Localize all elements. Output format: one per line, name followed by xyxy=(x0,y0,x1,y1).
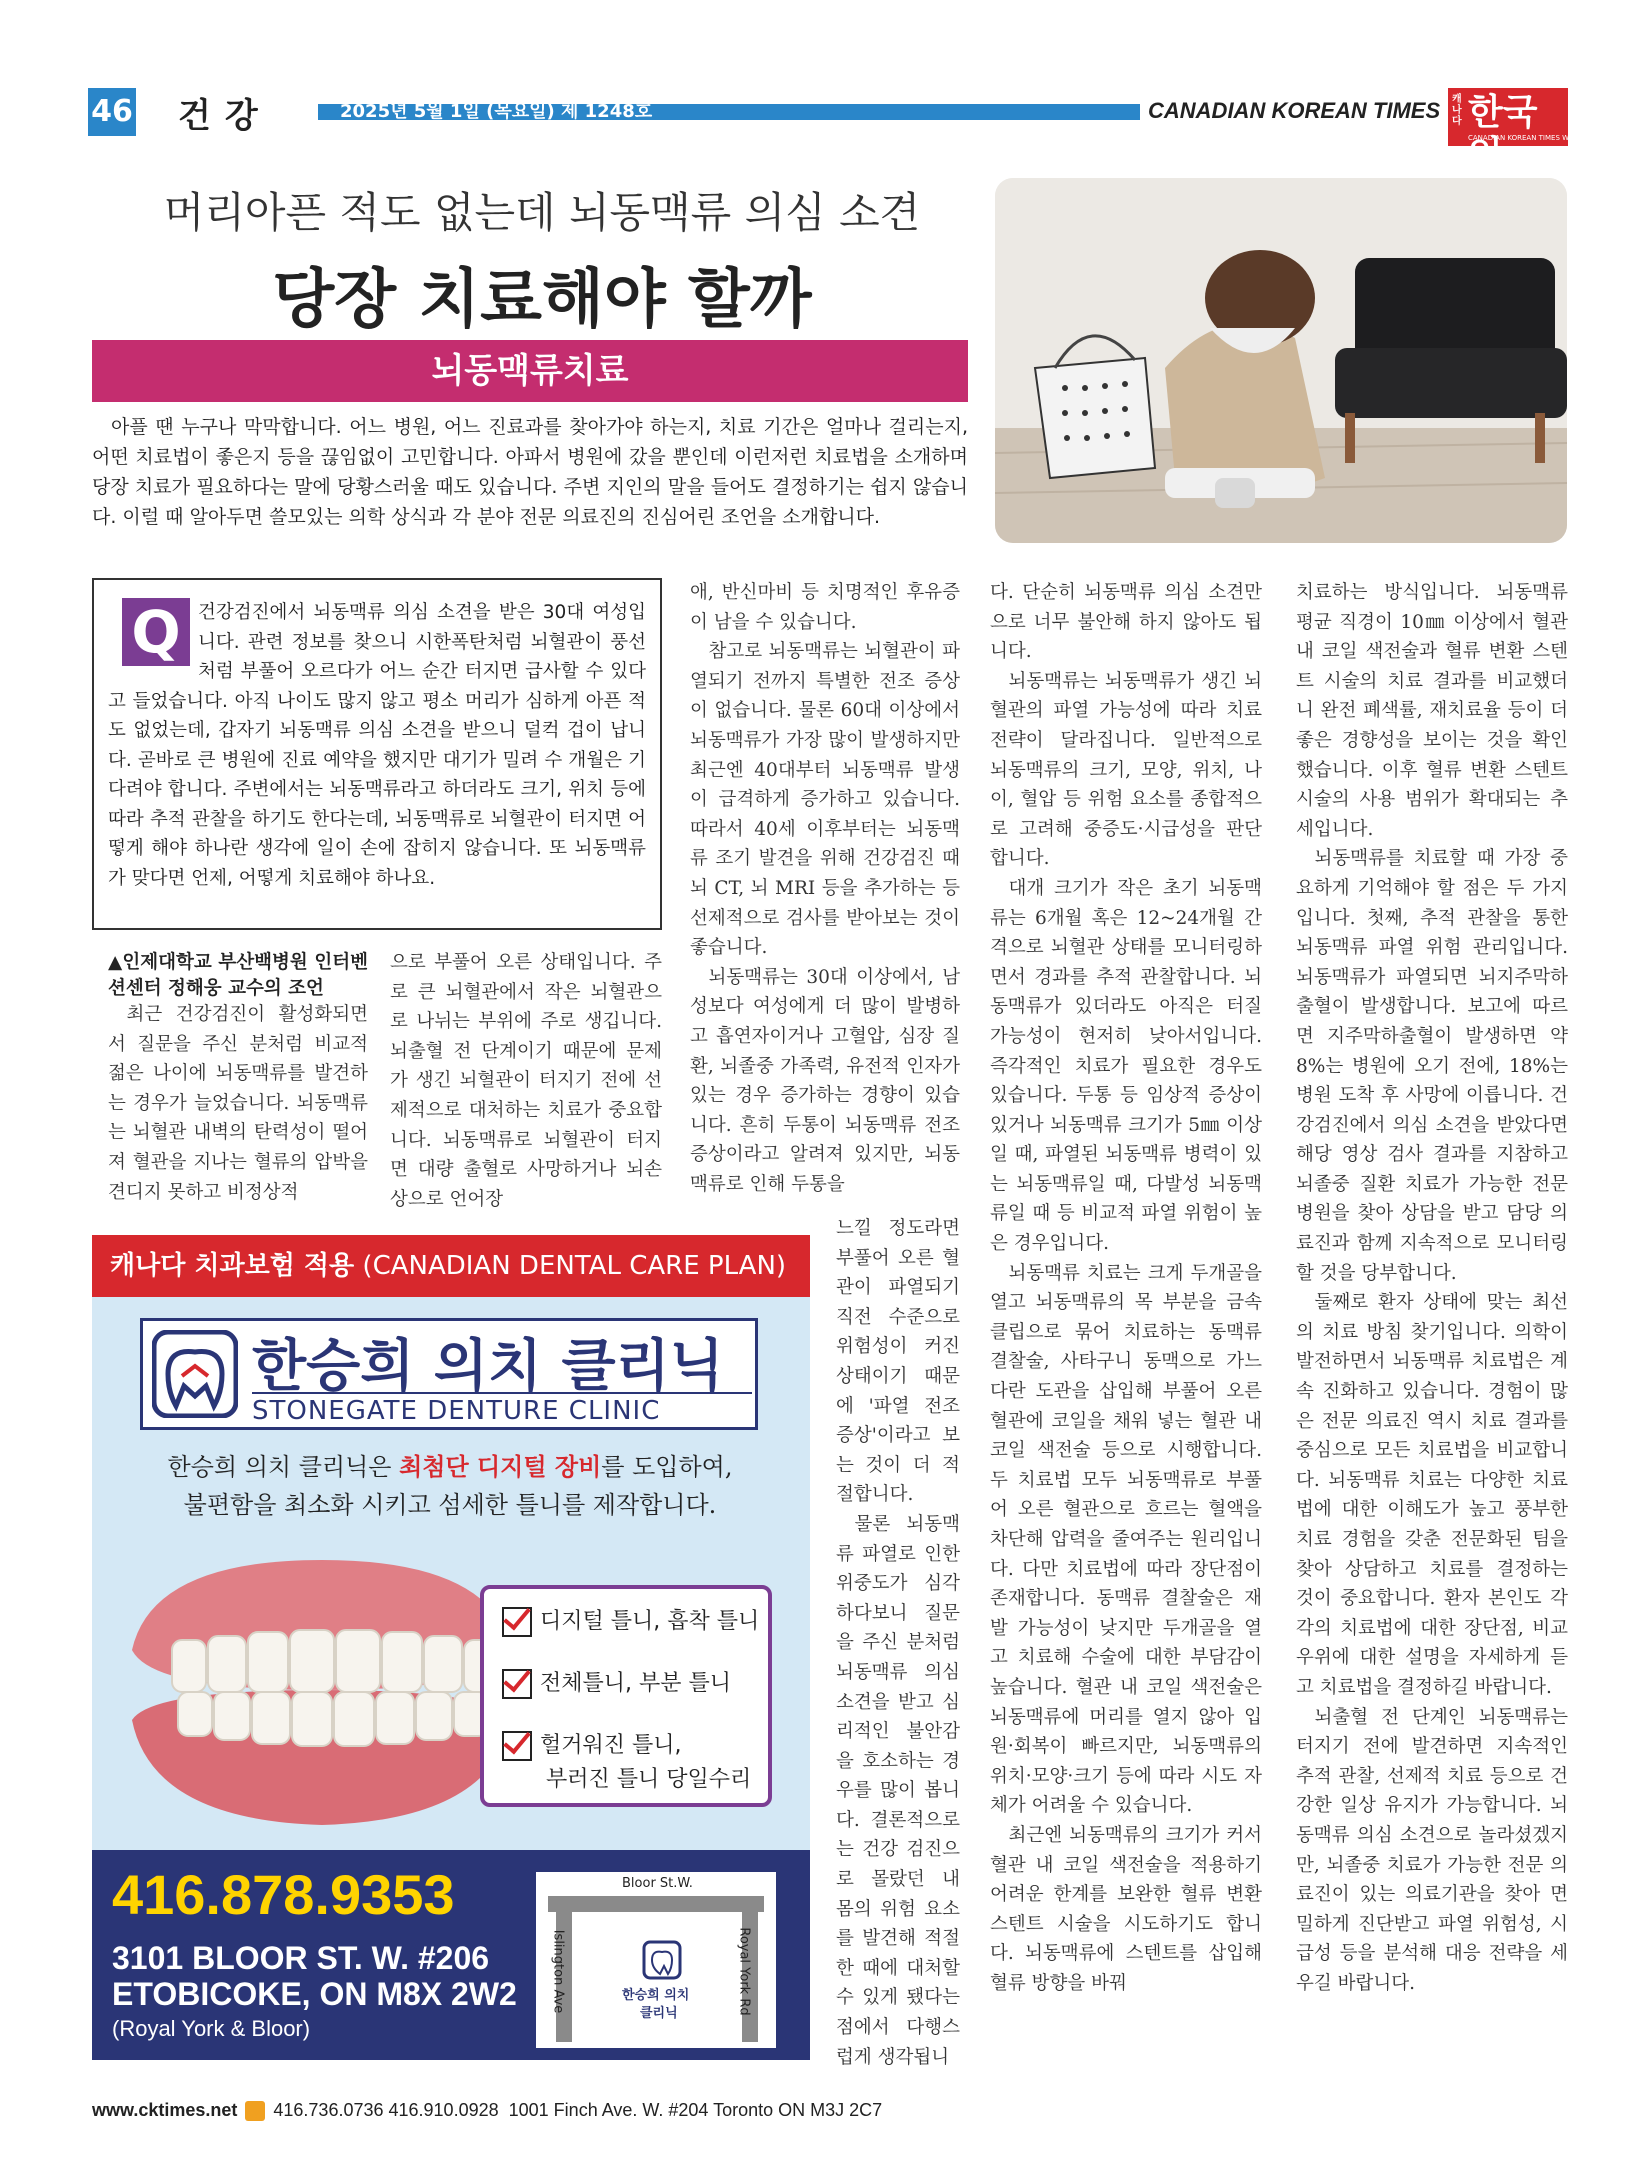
ad-description xyxy=(100,1448,800,1524)
service-label: 부러진 틀니 당일수리 xyxy=(546,1767,752,1792)
clinic-address-line-2: ETOBICOKE, ON M8X 2W2 xyxy=(112,1976,517,2012)
paragraph: 참고로 뇌동맥류는 뇌혈관이 파열되기 전까지 특별한 전조 증상이 없습니다. 물론 60대 이상에서 뇌동맥류가 가장 많이 발생하지만 최근엔 40대부터 뇌동맥류 발생이 급격하게 증가하고 있습니다. 따라서 40세 이후부터는 뇌동맥류 조기 발견을 위해 건강검진 때 뇌 CT, 뇌 MRI 등을 추가하는 등 선제적으로 검사를 받아보는 것이 좋습니다. xyxy=(690,641,960,959)
page-number: 46 xyxy=(88,88,136,136)
paragraph: 뇌동맥류는 30대 이상에서, 남성보다 여성에게 더 많이 발병하고 흡연자이거나 고혈압, 심장 질환, 뇌졸중 가족력, 유전적 인자가 있는 경우 증가하는 경향이 있습니다. 흔히 두통이 뇌동맥류 전조 증상이라고 알려져 있지만, 뇌동맥류로 인해 두통을 xyxy=(690,966,960,1195)
clinic-name-english: STONEGATE DENTURE CLINIC xyxy=(252,1392,752,1426)
paragraph: 물론 뇌동맥류 파열로 인한 위중도가 심각하다보니 질문을 주신 분처럼 뇌동맥류 의심 소견을 받고 심리적인 불안감을 호소하는 경우를 많이 봅니다. 결론적으로는 건강 검진으로 몰랐던 내 몸의 위험 요소를 발견해 적절한 때에 대처할 수 있게 됐다는 점에서 다행스럽게 생각됩니 xyxy=(836,1513,960,2068)
article-column-5 xyxy=(1296,578,1568,1999)
paragraph: 대개 크기가 작은 초기 뇌동맥류는 6개월 혹은 12~24개월 간격으로 뇌혈관 상태를 모니터링하면서 경과를 추적 관찰합니다. 뇌동맥류가 있더라도 아직은 터질 가능성이 현저히 낮아서입니다. 즉각적인 치료가 필요한 경우도 있습니다. 두통 등 임상적 증상이 있거나 뇌동맥류 크기가 5㎜ 이상일 때, 파열된 뇌동맥류 병력이 있는 뇌동맥류일 때, 다발성 뇌동맥류일 때 등 비교적 파열 위험이 높은 경우입니다. xyxy=(990,877,1262,1255)
checkbox-icon xyxy=(502,1731,532,1761)
footer-address: 1001 Finch Ave. W. #204 Toronto ON M3J 2C7 xyxy=(508,2100,883,2120)
service-item xyxy=(502,1728,682,1761)
article-photo xyxy=(995,178,1567,543)
paragraph: 최근 건강검진이 활성화되면서 질문을 주신 분처럼 비교적 젊은 나이에 뇌동맥류를 발견하는 경우가 늘었습니다. 뇌동맥류는 뇌혈관 내벽의 탄력성이 떨어져 혈관을 지나는 혈류의 압박을 견디지 못하고 비정상적 xyxy=(108,1004,368,1203)
article-column-1 xyxy=(108,948,368,1207)
ad-desc-highlight: 최첨단 디지털 장비 xyxy=(399,1452,602,1481)
lede-paragraph: 아플 땐 누구나 막막합니다. 어느 병원, 어느 진료과를 찾아가야 하는지, 치료 기간은 얼마나 걸리는지, 어떤 치료법이 좋은지 등을 끊임없이 고민합니다. 아파서 병원에 갔을 뿐인데 이런저런 치료법을 소개하며 당장 치료가 필요하다는 말에 당황스러울 때도 있습니다. 주변 지인의 말을 들어도 결정하기는 쉽지 않습니다. 이럴 때 알아두면 쓸모있는 의학 상식과 각 분야 전문 의료진의 진심어린 조언을 소개합니다. xyxy=(92,416,968,528)
map-street-islington: Islington Ave xyxy=(550,1929,566,2014)
photo-illustration xyxy=(995,178,1567,543)
answer-caption: ▲인제대학교 부산백병원 인터벤션센터 정해웅 교수의 조언 xyxy=(108,952,368,999)
service-item xyxy=(546,1762,751,1793)
checkbox-icon xyxy=(502,1607,532,1637)
service-label: 전체틀니, 부분 틀니 xyxy=(540,1671,731,1696)
headline-sub: 머리아픈 적도 없는데 뇌동맥류 의심 소견 xyxy=(163,188,921,237)
article-column-2 xyxy=(390,948,662,1214)
paragraph: 다. 단순히 뇌동맥류 의심 소견만으로 너무 불안해 하지 않아도 됩니다. xyxy=(990,582,1262,663)
footer-phones: 416.736.0736 416.910.0928 xyxy=(273,2100,499,2120)
paragraph: 으로 부풀어 오른 상태입니다. 주로 큰 뇌혈관에서 작은 뇌혈관으로 나뉘는 부위에 주로 생깁니다. 뇌출혈 전 단계이기 때문에 문제가 생긴 뇌혈관이 터지기 전에 선제적으로 대처하는 치료가 중요합니다. 뇌동맥류로 뇌혈관이 터지면 대량 출혈로 사망하거나 뇌손상으로 언어장 xyxy=(390,952,662,1210)
ad-banner-bold: 캐나다 치과보험 적용 xyxy=(110,1251,355,1281)
q-badge: Q xyxy=(122,598,190,666)
article-column-3 xyxy=(690,578,960,1199)
tooth-house-icon xyxy=(152,1330,238,1418)
paper-logo xyxy=(1448,88,1590,175)
logo-big-text: 한국인 xyxy=(1468,92,1538,175)
article-column-4 xyxy=(990,578,1262,1999)
topic-bar: 뇌동맥류치료 xyxy=(92,340,968,402)
paragraph: 치료하는 방식입니다. 뇌동맥류 평균 직경이 10㎜ 이상에서 혈관 내 코일 색전술과 혈류 변환 스텐트 시술의 치료 결과를 비교했더니 완전 폐색률, 재치료율 등이 더 좋은 경향성을 보이는 것을 확인했습니다. 이후 혈류 변환 스텐트 시술의 사용 범위가 확대되는 추세입니다. xyxy=(1296,582,1568,840)
footer xyxy=(92,2100,882,2121)
clinic-address-line-1: 3101 BLOOR ST. W. #206 xyxy=(112,1940,490,1976)
question-body: 건강검진에서 뇌동맥류 의심 소견을 받은 30대 여성입니다. 관련 정보를 찾으니 시한폭탄처럼 뇌혈관이 풍선처럼 부풀어 오르다가 어느 순간 터지면 급사할 수 있다고 들었습니다. 아직 나이도 많지 않고 평소 머리가 심하게 아픈 적도 없었는데, 갑자기 뇌동맥류 의심 소견을 받으니 덜컥 겁이 납니다. 곧바로 큰 병원에 진료 예약을 했지만 대기가 밀려 수 개월은 기다려야 합니다. 주변에서는 뇌동맥류라고 하더라도 크기, 위치 등에 따라 추적 관찰을 하기도 한다는데, 뇌동맥류로 뇌혈관이 터지면 어떻게 해야 하나란 생각에 일이 손에 잡히지 않습니다. 또 뇌동맥류가 맞다면 언제, 어떻게 치료해야 하나요. xyxy=(108,602,646,889)
article-column-3-narrow xyxy=(836,1214,960,2072)
clinic-map xyxy=(536,1872,776,2048)
phone-icon xyxy=(245,2101,265,2121)
section-name: 건강 xyxy=(178,96,272,136)
paragraph: 뇌동맥류 치료는 크게 두개골을 열고 뇌동맥류의 목 부분을 금속 클립으로 묶어 치료하는 동맥류 결찰술, 사타구니 동맥으로 가느다란 도관을 삽입해 부풀어 오른 혈관에 코일을 채워 넣는 혈관 내 코일 색전술 등으로 시행합니다. 두 치료법 모두 뇌동맥류로 부풀어 오른 혈관으로 흐르는 혈액을 차단해 압력을 줄여주는 원리입니다. 다만 치료법에 따라 장단점이 존재합니다. 동맥류 결찰술은 재발 가능성이 낮지만 두개골을 열고 치료해 수술에 대한 부담감이 높습니다. 혈관 내 코일 색전술은 뇌동맥류에 머리를 열지 않아 입원·회복이 빠르지만, 뇌동맥류의 위치·모양·크기 등에 따라 시도 자체가 어려울 수 있습니다. xyxy=(990,1262,1262,1817)
logo-small-text: 캐나다 xyxy=(1452,94,1462,127)
clinic-name-korean: 한승희 의치 클리닉 xyxy=(252,1334,724,1399)
logo-sub-text: CANADIAN KOREAN TIMES WEEKLY xyxy=(1468,134,1590,142)
ad-banner-light: (CANADIAN DENTAL CARE PLAN) xyxy=(354,1251,787,1281)
map-clinic-label: 클리닉 xyxy=(640,2006,678,2021)
ad-desc-line: 불편함을 최소화 시키고 섬세한 틀니를 제작합니다. xyxy=(183,1491,717,1519)
clinic-address-note: (Royal York & Bloor) xyxy=(112,2016,311,2041)
paragraph: 뇌동맥류는 뇌동맥류가 생긴 뇌혈관의 파열 가능성에 따라 치료 전략이 달라집니다. 일반적으로 뇌동맥류의 크기, 모양, 위치, 나이, 혈압 등 위험 요소를 종합적으로 고려해 중증도·시급성을 판단합니다. xyxy=(990,670,1262,870)
issue-date: 2025년 5월 1일 (목요일) 제 1248호 xyxy=(340,101,653,122)
footer-website[interactable]: www.cktimes.net xyxy=(92,2100,238,2120)
paragraph: 둘째로 환자 상태에 맞는 최선의 치료 방침 찾기입니다. 의학이 발전하면서 뇌동맥류 치료법은 계속 진화하고 있습니다. 경험이 많은 전문 의료진 역시 치료 결과를 중심으로 모든 치료법을 비교합니다. 뇌동맥류 치료는 다양한 치료법에 대한 이해도가 높고 풍부한 치료 경험을 갖춘 전문화된 팀을 찾아 상담하고 치료를 결정하는 것이 중요합니다. 환자 본인도 각각의 치료법에 대한 장단점, 비교 우위에 대한 설명을 자세하게 듣고 치료법을 결정하길 바랍니다. xyxy=(1296,1292,1568,1698)
service-item xyxy=(502,1666,731,1699)
service-item xyxy=(502,1604,759,1637)
paragraph: 최근엔 뇌동맥류의 크기가 커서 혈관 내 코일 색전술을 적용하기 어려운 한계를 보완한 혈류 변환 스텐트 시술을 시도하기도 합니다. 뇌동맥류에 스텐트를 삽입해 혈류 방향을 바꿔 xyxy=(990,1824,1262,1994)
question-text xyxy=(108,598,646,893)
ad-desc-part: 를 도입하여, xyxy=(601,1453,733,1481)
map-street-bloor: Bloor St.W. xyxy=(622,1876,693,1891)
service-label: 디지털 틀니, 흡착 틀니 xyxy=(540,1609,760,1634)
paragraph: 느낄 정도라면 부풀어 오른 혈관이 파열되기 직전 수준으로 위험성이 커진 상태이기 때문에 '파열 전조 증상'이라고 보는 것이 더 적절합니다. xyxy=(836,1218,960,1506)
ad-banner xyxy=(92,1235,810,1297)
denture-image xyxy=(112,1540,532,1840)
paragraph: 뇌동맥류를 치료할 때 가장 중요하게 기억해야 할 점은 두 가지입니다. 첫째, 추적 관찰을 통한 뇌동맥류 파열 위험 관리입니다. 뇌동맥류가 파열되면 뇌지주막하출혈이 발생합니다. 보고에 따르면 지주막하출혈이 발생하면 약 8%는 병원에 오기 전에, 18%는 병원 도착 후 사망에 이릅니다. 건강검진에서 의심 소견을 받았다면 해당 영상 검사 결과를 지참하고 뇌졸중 질환 치료가 가능한 전문 병원을 찾아 상담을 받고 담당 의료진과 함께 지속적으로 모니터링할 것을 당부합니다. xyxy=(1296,848,1568,1284)
map-clinic-label: 한승희 의치 xyxy=(622,1988,690,2003)
map-street-royal-york: Royal York Rd xyxy=(736,1927,752,2016)
paragraph: 애, 반신마비 등 치명적인 후유증이 남을 수 있습니다. xyxy=(690,582,960,633)
paragraph: 뇌출혈 전 단계인 뇌동맥류는 터지기 전에 발견하면 지속적인 추적 관찰, 선제적 치료 등으로 건강한 일상 유지가 가능합니다. 뇌동맥류 의심 소견으로 놀라셨겠지만, 뇌졸중 치료가 가능한 전문 의료진이 있는 의료기관을 찾아 면밀하게 진단받고 파열 위험성, 시급성 등을 분석해 대응 전략을 세우길 바랍니다. xyxy=(1296,1706,1568,1994)
clinic-phone: 416.878.9353 xyxy=(112,1863,455,1926)
checkbox-icon xyxy=(502,1669,532,1699)
service-label: 헐거워진 틀니, xyxy=(540,1733,682,1758)
headline-main: 당장 치료해야 할까 xyxy=(272,263,812,337)
ad-desc-part: 한승희 의치 클리닉은 xyxy=(167,1453,400,1481)
paper-name: CANADIAN KOREAN TIMES xyxy=(1148,98,1441,123)
